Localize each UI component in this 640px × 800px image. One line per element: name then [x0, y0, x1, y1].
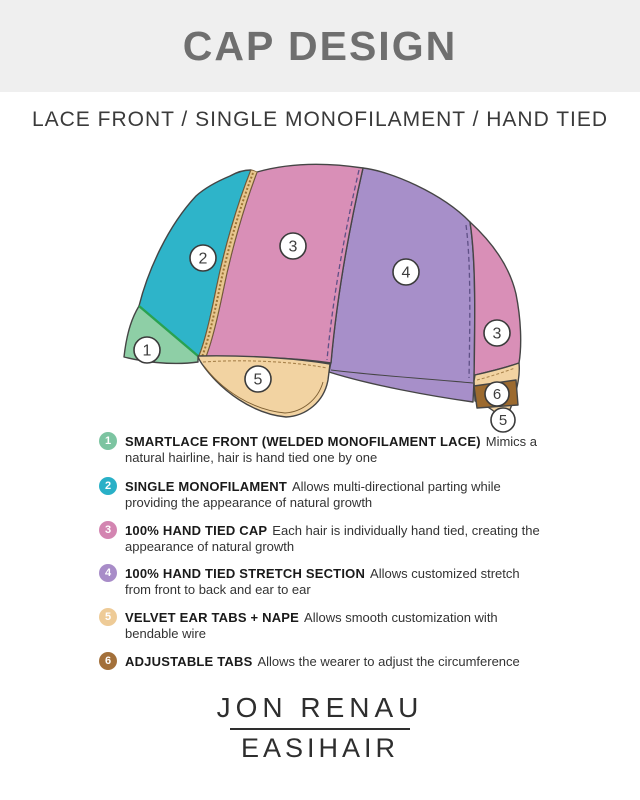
legend-item-hand-tied-cap	[99, 523, 549, 555]
legend-item-monofilament	[99, 479, 549, 511]
legend-desc-4: Allows customized stretch from front to back and ear to ear	[125, 566, 520, 597]
callout-3-front	[280, 233, 306, 259]
legend-item-adjustable-tabs	[99, 654, 549, 670]
page-title: CAP DESIGN	[182, 22, 458, 69]
legend-desc-3: Each hair is individually hand tied, creating the appearance of natural growth	[125, 523, 540, 554]
region-hand-tied-back	[470, 222, 521, 381]
cap-type-subtitle: LACE FRONT / SINGLE MONOFILAMENT / HAND TIED	[31, 108, 609, 131]
legend-text-6	[125, 654, 549, 670]
legend-badge-6: 6	[99, 652, 117, 670]
callout-2	[190, 245, 216, 271]
callout-6-number: 6	[492, 386, 502, 403]
brand-name-easihair: EASIHAIR	[240, 733, 400, 763]
cap-diagram	[98, 150, 543, 440]
legend-text-2	[125, 479, 549, 511]
callout-3-back	[484, 320, 510, 346]
callout-4-number: 4	[401, 264, 411, 282]
callout-5-nape-number: 5	[498, 412, 508, 429]
legend-title-6: ADJUSTABLE TABS	[125, 654, 253, 669]
legend-title-1: SMARTLACE FRONT (WELDED MONOFILAMENT LACE)	[125, 434, 481, 449]
callout-6	[485, 382, 509, 406]
legend-desc-5: Allows smooth customization with bendable wire	[125, 610, 498, 641]
legend-title-2: SINGLE MONOFILAMENT	[125, 479, 287, 494]
brand-logo	[0, 692, 640, 764]
legend-title-3: 100% HAND TIED CAP	[125, 523, 268, 538]
callout-5-ear-number: 5	[253, 371, 263, 389]
legend-badge-4: 4	[99, 564, 117, 582]
brand-name-jon-renau: JON RENAU	[216, 692, 424, 723]
legend-item-stretch-section	[99, 566, 549, 598]
legend-badge-3: 3	[99, 521, 117, 539]
callout-1-number: 1	[142, 342, 152, 360]
legend-title-5: VELVET EAR TABS + NAPE	[125, 610, 300, 625]
brand-divider-line	[230, 728, 410, 730]
legend-text-5	[125, 610, 549, 642]
legend-badge-2: 2	[99, 477, 117, 495]
callout-4	[393, 259, 419, 285]
legend-badge-1: 1	[99, 432, 117, 450]
callout-3-back-number: 3	[492, 325, 502, 343]
legend-text-4	[125, 566, 549, 598]
legend-badge-5: 5	[99, 608, 117, 626]
callout-5-nape	[491, 408, 515, 432]
callout-3-front-number: 3	[288, 238, 298, 256]
legend-title-4: 100% HAND TIED STRETCH SECTION	[125, 566, 366, 581]
header-band	[0, 0, 640, 92]
callout-1	[134, 337, 160, 363]
legend-desc-2: Allows multi-directional parting while providing the appearance of natural growth	[125, 479, 501, 510]
callout-5-ear	[245, 366, 271, 392]
legend-item-smartlace	[99, 434, 549, 466]
legend-desc-6: Allows the wearer to adjust the circumference	[257, 654, 520, 669]
legend-desc-1: Mimics a natural hairline, hair is hand tied one by one	[125, 434, 538, 465]
legend-text-1	[125, 434, 549, 466]
legend-item-ear-tabs	[99, 610, 549, 642]
callout-2-number: 2	[198, 250, 208, 268]
legend-text-3	[125, 523, 549, 555]
